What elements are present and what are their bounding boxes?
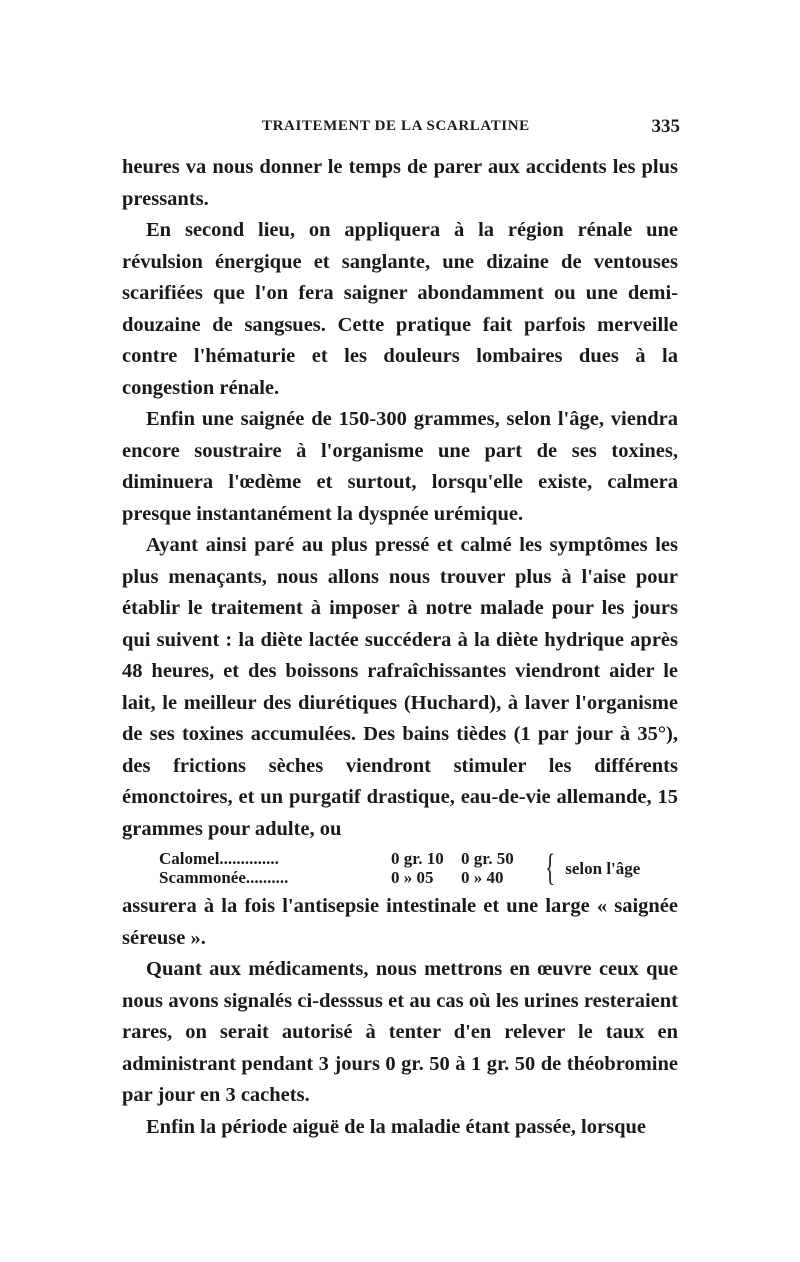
paragraph-continuation: heures va nous donner le temps de parer aux accidents les plus pressants. xyxy=(122,156,678,210)
paragraph-acute-phase: Enfin la période aiguë de la maladie étant passée, lorsque xyxy=(146,1115,646,1138)
prescription-formula xyxy=(159,849,678,887)
formula-dose-max: 0 gr. 50 xyxy=(461,849,514,868)
formula-row-scammonee xyxy=(159,868,541,887)
paragraph-bleeding: Enfin une saignée de 150-300 grammes, selon l'âge, viendra encore soustraire à l'organisme une part de ses toxines, diminuera l'œdème et surtout, lorsqu'elle existe, calmera presque instantanément la dyspnée urémique. xyxy=(122,408,678,525)
formula-dose-min: 0 » 05 xyxy=(391,868,434,887)
paragraph-purgative-effect: assurera à la fois l'antisepsie intestinale et une large « saignée séreuse ». xyxy=(122,895,678,949)
formula-note: selon l'âge xyxy=(565,858,641,878)
page-number: 335 xyxy=(651,116,680,137)
paragraph-treatment: Ayant ainsi paré au plus pressé et calmé les symptômes les plus menaçants, nous allons nous trouver plus à l'aise pour établir le traitement à imposer à notre malade pour les jours qui suivent : la diète lactée succédera à la diète hydrique après 48 heures, et des boissons rafraîchissantes viendront aider le lait, le meilleur des diurétiques (Huchard), à laver l'organisme de ses toxines accumulées. Des bains tièdes (1 par jour à 35°), des frictions sèches viendront stimuler les différents émonctoires, et un purgatif drastique, eau-de-vie allemande, 15 grammes pour adulte, ou xyxy=(122,534,678,840)
formula-dose-min: 0 gr. 10 xyxy=(391,849,444,868)
formula-ingredient: Scammonée.......... xyxy=(159,868,289,887)
formula-dose-max: 0 » 40 xyxy=(461,868,504,887)
running-head xyxy=(122,118,680,142)
brace-icon: { xyxy=(545,847,556,889)
formula-ingredient: Calomel.............. xyxy=(159,849,279,868)
paragraph-renal-revulsion: En second lieu, on appliquera à la région rénale une révulsion énergique et sanglante, une dizaine de ventouses scarifiées que l'on fera saigner abondamment ou une demi-douzaine de sangsues. Cette pratique fait parfois merveille contre l'hématurie et les douleurs lombaires dues à la congestion rénale. xyxy=(122,219,678,399)
running-title: TRAITEMENT DE LA SCARLATINE xyxy=(262,118,530,134)
body-text xyxy=(122,152,678,1143)
paragraph-medications: Quant aux médicaments, nous mettrons en œuvre ceux que nous avons signalés ci-desssus et au cas où les urines resteraient rares, on serait autorisé à tenter d'en relever le taux en administrant pendant 3 jours 0 gr. 50 à 1 gr. 50 de théobromine par jour en 3 cachets. xyxy=(122,958,678,1106)
formula-row-calomel xyxy=(159,849,541,868)
formula-rows xyxy=(159,849,541,887)
